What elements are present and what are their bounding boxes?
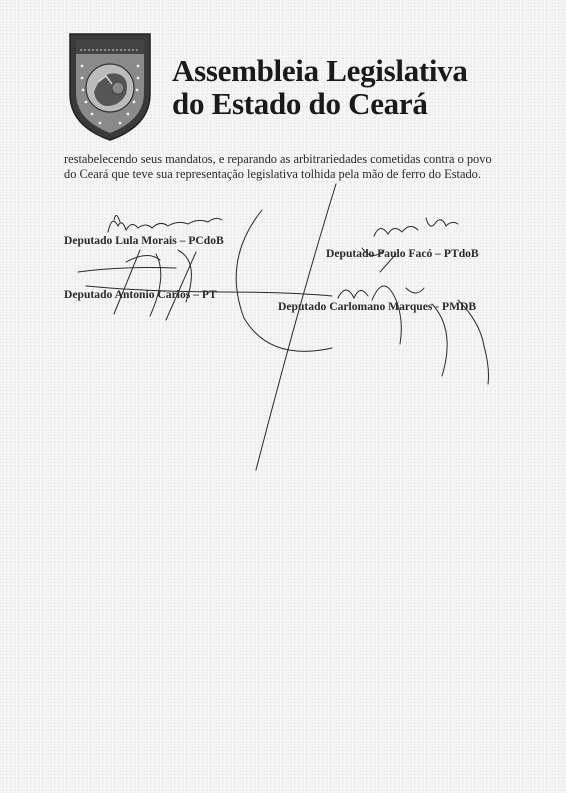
title-line-2: do Estado do Ceará xyxy=(172,86,428,121)
state-coat-of-arms-icon xyxy=(60,26,160,144)
title-line-1: Assembleia Legislativa xyxy=(172,53,468,88)
signature-carlomano-marques: Deputado Carlomano Marques - PMDB xyxy=(278,300,477,313)
body-line: restabelecendo seus mandatos, e reparando as arbitrariedades cometidas contra o povo xyxy=(64,152,492,166)
signature-antonio-carlos: Deputado Antonio Carlos – PT xyxy=(64,288,217,301)
body-paragraph xyxy=(64,152,492,182)
letterhead xyxy=(60,26,530,146)
institution-title xyxy=(172,54,468,120)
body-line: do Ceará que teve sua representação legislativa tolhida pela mão de ferro do Estado. xyxy=(64,167,481,181)
signature-paulo-faco: Deputado Paulo Facó – PTdoB xyxy=(326,247,479,260)
signature-lula-morais: Deputado Lula Morais – PCdoB xyxy=(64,234,224,247)
